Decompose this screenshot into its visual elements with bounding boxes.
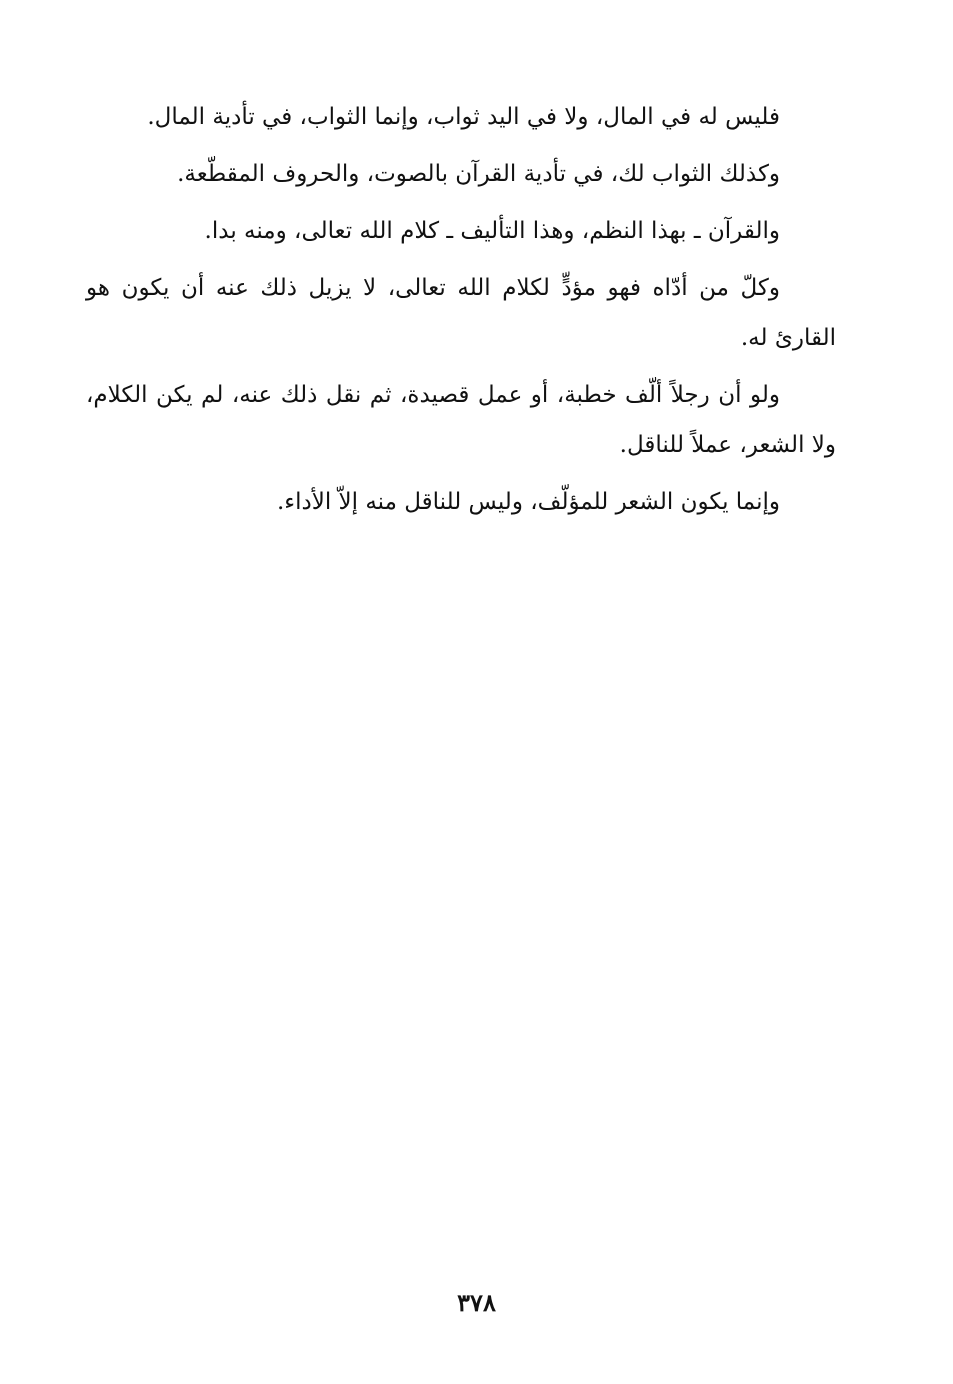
paragraph-5: ولو أن رجلاً ألّف خطبة، أو عمل قصيدة، ثم نقل ذلك عنه، لم يكن الكلام، ولا الشعر، عملاً للناقل. <box>86 382 836 458</box>
paragraph-1: فليس له في المال، ولا في اليد ثواب، وإنما الثواب، في تأدية المال. <box>147 104 780 130</box>
paragraph-3: والقرآن ـ بهذا النظم، وهذا التأليف ـ كلام الله تعالى، ومنه بدا. <box>204 218 780 244</box>
paragraph-2: وكذلك الثواب لك، في تأدية القرآن بالصوت، والحروف المقطّعة. <box>177 161 780 187</box>
paragraph-6: وإنما يكون الشعر للمؤلّف، وليس للناقل منه إلاّ الأداء. <box>276 489 780 515</box>
paragraph-4: وكلّ من أدّاه فهو مؤدٍّ لكلام الله تعالى، لا يزيل ذلك عنه أن يكون هو القارئ له. <box>86 275 836 351</box>
body-text <box>86 92 836 534</box>
page-number: ٣٧٨ <box>457 1288 496 1317</box>
